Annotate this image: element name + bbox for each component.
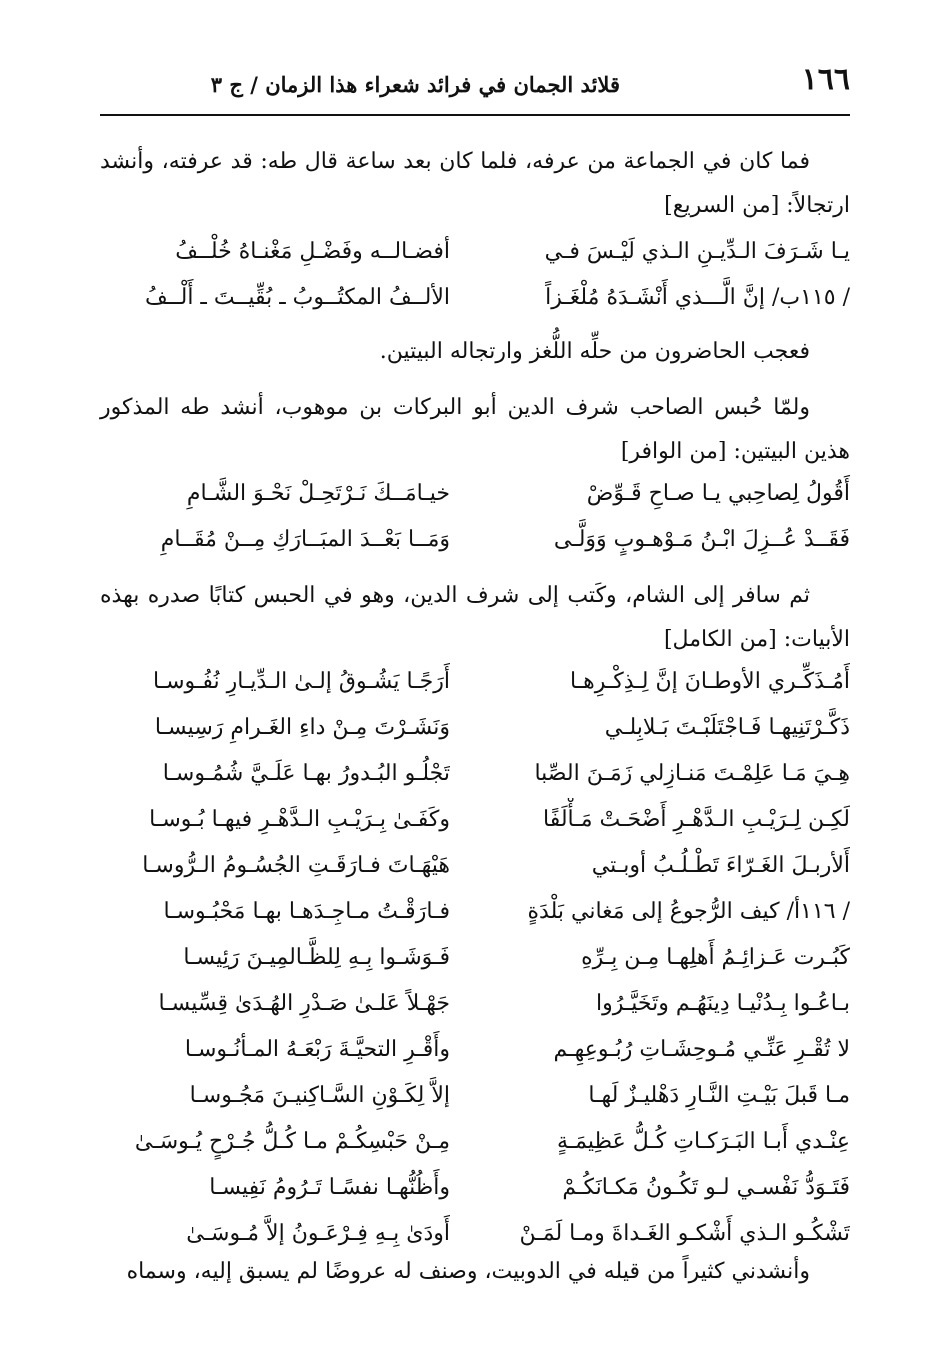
verse-first-hemistich: أَقُولُ لِصاحِبي يـا صـاحِ قَـوِّضْ — [586, 481, 850, 506]
verse-line — [100, 890, 850, 936]
verse-line — [100, 1074, 850, 1120]
verse-line — [100, 518, 850, 564]
verse-first-hemistich: فَقَــدْ عُــزِلَ ابْـنُ مَـوْهـوبٍ وَوَلَّـى — [553, 527, 850, 552]
verse-line — [100, 472, 850, 518]
verse-first-hemistich: تَشْكُـو الـذي أَشْكـو الغَـداةَ ومـا لَمَـنْ — [519, 1221, 850, 1246]
verse-first-hemistich: بـاعُـوا بِـدُنْيـا دِينَهُـم وتَخَيَّـرُوا — [595, 991, 850, 1016]
verse-second-hemistich: وأَظُنُّهـا نفسًـا تَـرُومُ نَفِيسـا — [209, 1175, 450, 1200]
verse-line — [100, 1120, 850, 1166]
page-header — [100, 62, 850, 112]
verse-line — [100, 706, 850, 752]
running-title: قلائد الجمان في فرائد شعراء هذا الزمان / ج ٣ — [210, 72, 620, 97]
verse-second-hemistich: وكَفَـىٰ بِـرَيْـبِ الـدَّهْـرِ فيهـا بُـوسـا — [149, 807, 450, 832]
verse-first-hemistich: / ١١٥ب/ إنَّ الَّـــذي أَنْشَـدَهُ مُلْغَـزاً — [545, 285, 850, 310]
verse-line — [100, 844, 850, 890]
paragraph-2: فعجب الحاضرون من حلِّه اللُّغز وارتجاله البيتين. — [379, 339, 810, 364]
verse-first-hemistich: كَبُـرت عَـزائِـمُ أَهلِهـا مِـن بِـرِّهِ — [581, 945, 850, 970]
verse-line — [100, 1166, 850, 1212]
verse-line — [100, 982, 850, 1028]
verse-second-hemistich: وَمَــا بَعْــدَ المبَــارَكِ مِــنْ مُقَــامِ — [160, 527, 450, 552]
verse-first-hemistich: أَلأربـلَ الغَـرّاءَ تَطْـلُـبُ أوبـتي — [591, 853, 850, 878]
verse-second-hemistich: وَنَشَـرْتَ مِـنْ داءِ الغَـرامِ رَسِيسـا — [154, 715, 450, 740]
verse-line — [100, 276, 850, 322]
verse-first-hemistich: أَمُـذَكِّـري الأوطـانَ إنَّ لِـذِكْـرِهـا — [569, 669, 850, 694]
verse-first-hemistich: مـا قَبلَ بَيْـتِ النَّـارِ دَهْليـزٌ لَهـا — [588, 1083, 850, 1108]
verse-first-hemistich: عِنْـدي أَبـا البَـرَكـاتِ كُـلُّ عَظِيمَـةٍ — [556, 1129, 850, 1154]
verse-second-hemistich: مِـنْ حَبْسِكُـمْ مـا كُـلُّ جُـرْحٍ يُـوسَـىٰ — [134, 1129, 450, 1154]
verse-line — [100, 936, 850, 982]
verse-line — [100, 798, 850, 844]
verse-second-hemistich: وأَقْـرِ التحيَّـةَ رَبْعَـهُ المـأنُـوسـا — [184, 1037, 450, 1062]
verse-second-hemistich: تَجْلُـو البُـدورُ بهـا عَلَـيَّ شُمُـوسـا — [162, 761, 450, 786]
verse-second-hemistich: أَرَجًـا يَشُـوقُ إلـىٰ الـدِّيـارِ نُفُـوسـا — [152, 669, 450, 694]
verse-line — [100, 752, 850, 798]
verse-second-hemistich: الألــفُ المكتُــوبُ ـ بُقِّيــتَ ـ أَلْــفُ — [144, 285, 450, 310]
poem-3 — [100, 660, 850, 1258]
paragraph-1: فما كان في الجماعة من عرفه، فلما كان بعد ساعة قال طه: قد عرفته، وأنشد ارتجالاً: [من السريع] — [100, 149, 850, 218]
verse-second-hemistich: هَيْهَـاتَ فـارَقَـتِ الجُسُـومُ الـرُّوسـا — [142, 853, 450, 878]
verse-first-hemistich: لَكِـن لِـرَيْـبِ الـدَّهْـرِ أَضْحَـتْ مَـأْلَفًا — [543, 807, 850, 832]
verse-second-hemistich: أفضـالــه وفَضْـلِ مَغْنـاهُ خُلْــفُ — [175, 239, 450, 264]
verse-second-hemistich: إلاَّ لِكَـوْنِ السَّـاكِنيـنَ مَجُـوسـا — [189, 1083, 450, 1108]
page-number: ١٦٦ — [801, 62, 850, 97]
verse-second-hemistich: فـارَقْـتُ مـاجِـدَهـا بهـا مَحْبُـوسـا — [163, 899, 450, 924]
paragraph-4: ثم سافر إلى الشام، وكَتب إلى شرف الدين، وهو في الحبس كتابًا صدره بهذه الأبيات: [من الكامل] — [100, 583, 850, 652]
verse-line — [100, 230, 850, 276]
paragraph-5: وأنشدني كثيراً من قيله في الدوبيت، وصنف له عروضًا لم يسبق إليه، وسماه — [126, 1259, 810, 1284]
verse-first-hemistich: / ١١٦أ/ كيف الرُّجوعُ إلى مَغاني بَلْدَةٍ — [527, 899, 850, 924]
verse-line — [100, 660, 850, 706]
header-rule — [100, 114, 850, 116]
poem-2 — [100, 472, 850, 564]
verse-second-hemistich: جَهْـلاً عَلـىٰ صَـدْرِ الهُـدَىٰ قِسِّيسـا — [158, 991, 450, 1016]
verse-first-hemistich: لا تُقْـرِ عَنِّـي مُـوحِشَـاتِ رُبُـوعِهِـم — [553, 1037, 850, 1062]
verse-line — [100, 1028, 850, 1074]
paragraph-3: ولمّا حُبس الصاحب شرف الدين أبو البركات بن موهوب، أنشد طه المذكور هذين البيتين: [من الوافر] — [100, 395, 850, 464]
verse-first-hemistich: ذَكَّـرْتَنِيهـا فَـاجْتَلَبْـتَ بَـلابِلـي — [604, 715, 850, 740]
verse-second-hemistich: فَـوَشَـوا بِـهِ لِلظَّـالمِيـنَ رَئِيسـا — [183, 945, 450, 970]
verse-first-hemistich: يـا شَـرَفَ الـدِّيـنِ الـذي لَيْـسَ فـي — [544, 239, 850, 264]
verse-first-hemistich: فَتَـوَدُّ نَفْسـي لـو تَكُـونُ مَكـانَكُـمْ — [562, 1175, 850, 1200]
poem-1 — [100, 230, 850, 322]
verse-second-hemistich: أَودَىٰ بِـهِ فِـرْعَـونُ إلاَّ مُـوسَـىٰ — [186, 1221, 450, 1246]
verse-second-hemistich: خيـامَــكَ نَـرْتَحِـلْ نَحْـوَ الشَّـامِ — [186, 481, 450, 506]
verse-first-hemistich: هِـيَ مَـا عَلِمْـتَ مَنـازِلي زَمَـنَ الصِّبا — [534, 761, 850, 786]
